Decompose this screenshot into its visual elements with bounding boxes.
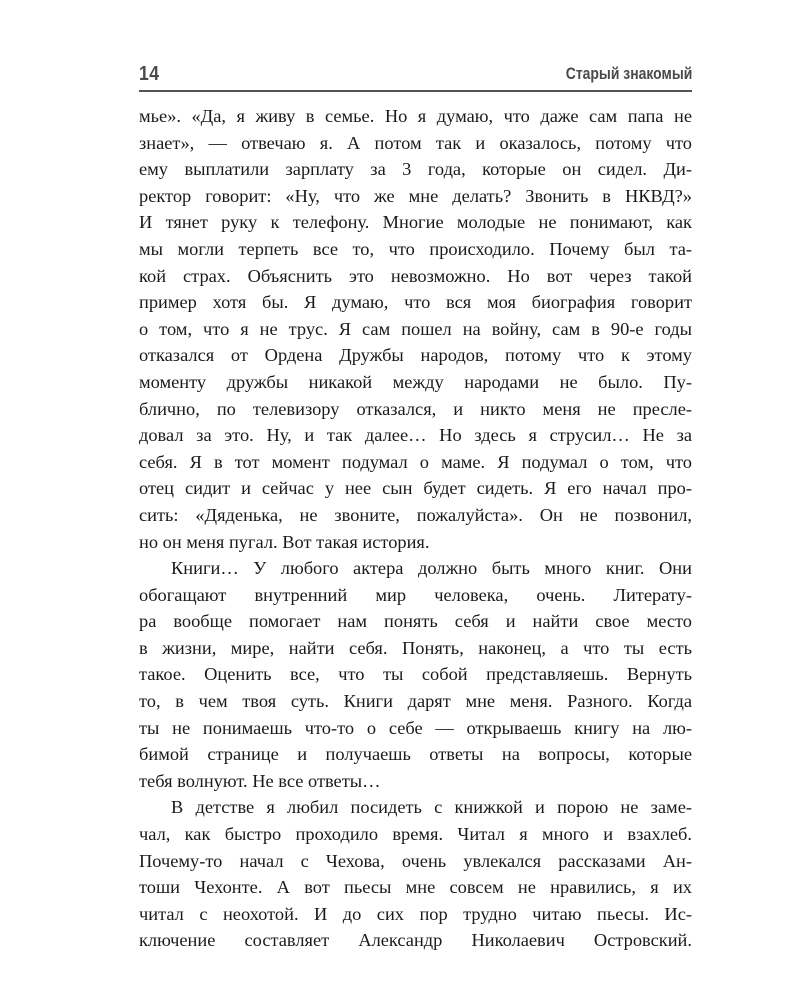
text-line: отказался от Ордена Дружбы народов, потому что к этому: [139, 345, 692, 366]
text-line: ты не понимаешь что-то о себе — открываешь книгу на лю-: [139, 717, 692, 738]
text-line: в жизни, мире, найти себя. Понять, наконец, а что ты есть: [139, 637, 692, 658]
header-rule: [139, 90, 692, 92]
text-line: читал с неохотой. И до сих пор трудно читаю пьесы. Ис-: [139, 903, 692, 924]
text-line: знает», — отвечаю я. А потом так и оказалось, потому что: [139, 132, 692, 153]
chapter-title: Старый знакомый: [565, 64, 692, 83]
body-text: [139, 103, 692, 954]
text-line: кой страх. Объяснить это невозможно. Но вот через такой: [139, 265, 692, 286]
paragraph-start-line: В детстве я любил посидеть с книжкой и порою не заме-: [171, 797, 692, 818]
text-line: о том, что я не трус. Я сам пошел на войну, сам в 90-е годы: [139, 318, 692, 339]
running-head: [139, 62, 692, 92]
text-line: бимой странице и получаешь ответы на вопросы, которые: [139, 744, 692, 765]
text-line: то, в чем твоя суть. Книги дарят мне меня. Разного. Когда: [139, 691, 692, 712]
text-line: ключение составляет Александр Николаевич Островский.: [139, 930, 692, 951]
page-number: 14: [139, 63, 160, 85]
text-line: ра вообще помогает нам понять себя и найти свое место: [139, 611, 692, 632]
text-line: И тянет руку к телефону. Многие молодые не понимают, как: [139, 212, 692, 233]
text-line: ректор говорит: «Ну, что же мне делать? Звонить в НКВД?»: [139, 185, 692, 206]
text-line: мы могли терпеть все то, что происходило. Почему был та-: [139, 238, 692, 259]
paragraph-end-line: но он меня пугал. Вот такая история.: [139, 531, 430, 552]
text-line: довал за это. Ну, и так далее… Но здесь я струсил… Не за: [139, 425, 692, 446]
text-line: моменту дружбы никакой между народами не было. Пу-: [139, 371, 692, 392]
text-line: себя. Я в тот момент подумал о маме. Я подумал о том, что: [139, 451, 692, 472]
text-line: сить: «Дяденька, не звоните, пожалуйста». Он не позвонил,: [139, 504, 692, 525]
text-line: такое. Оценить все, что ты собой представляешь. Вернуть: [139, 664, 692, 685]
text-line: ему выплатили зарплату за 3 года, которые он сидел. Ди-: [139, 159, 692, 180]
text-line: отец сидит и сейчас у нее сын будет сидеть. Я его начал про-: [139, 478, 692, 499]
text-line: обогащают внутренний мир человека, очень. Литерату-: [139, 584, 692, 605]
text-line: тоши Чехонте. А вот пьесы мне совсем не нравились, я их: [139, 877, 692, 898]
text-line: мье». «Да, я живу в семье. Но я думаю, что даже сам папа не: [139, 106, 692, 126]
text-line: пример хотя бы. Я думаю, что вся моя биография говорит: [139, 292, 692, 313]
paragraph-end-line: тебя волнуют. Не все ответы…: [139, 770, 381, 791]
text-line: блично, по телевизору отказался, и никто меня не пресле-: [139, 398, 692, 419]
text-line: Почему-то начал с Чехова, очень увлекался рассказами Ан-: [139, 850, 692, 871]
paragraph-start-line: Книги… У любого актера должно быть много книг. Они: [171, 558, 692, 579]
text-line: чал, как быстро проходило время. Читал я много и взахлеб.: [139, 824, 692, 845]
